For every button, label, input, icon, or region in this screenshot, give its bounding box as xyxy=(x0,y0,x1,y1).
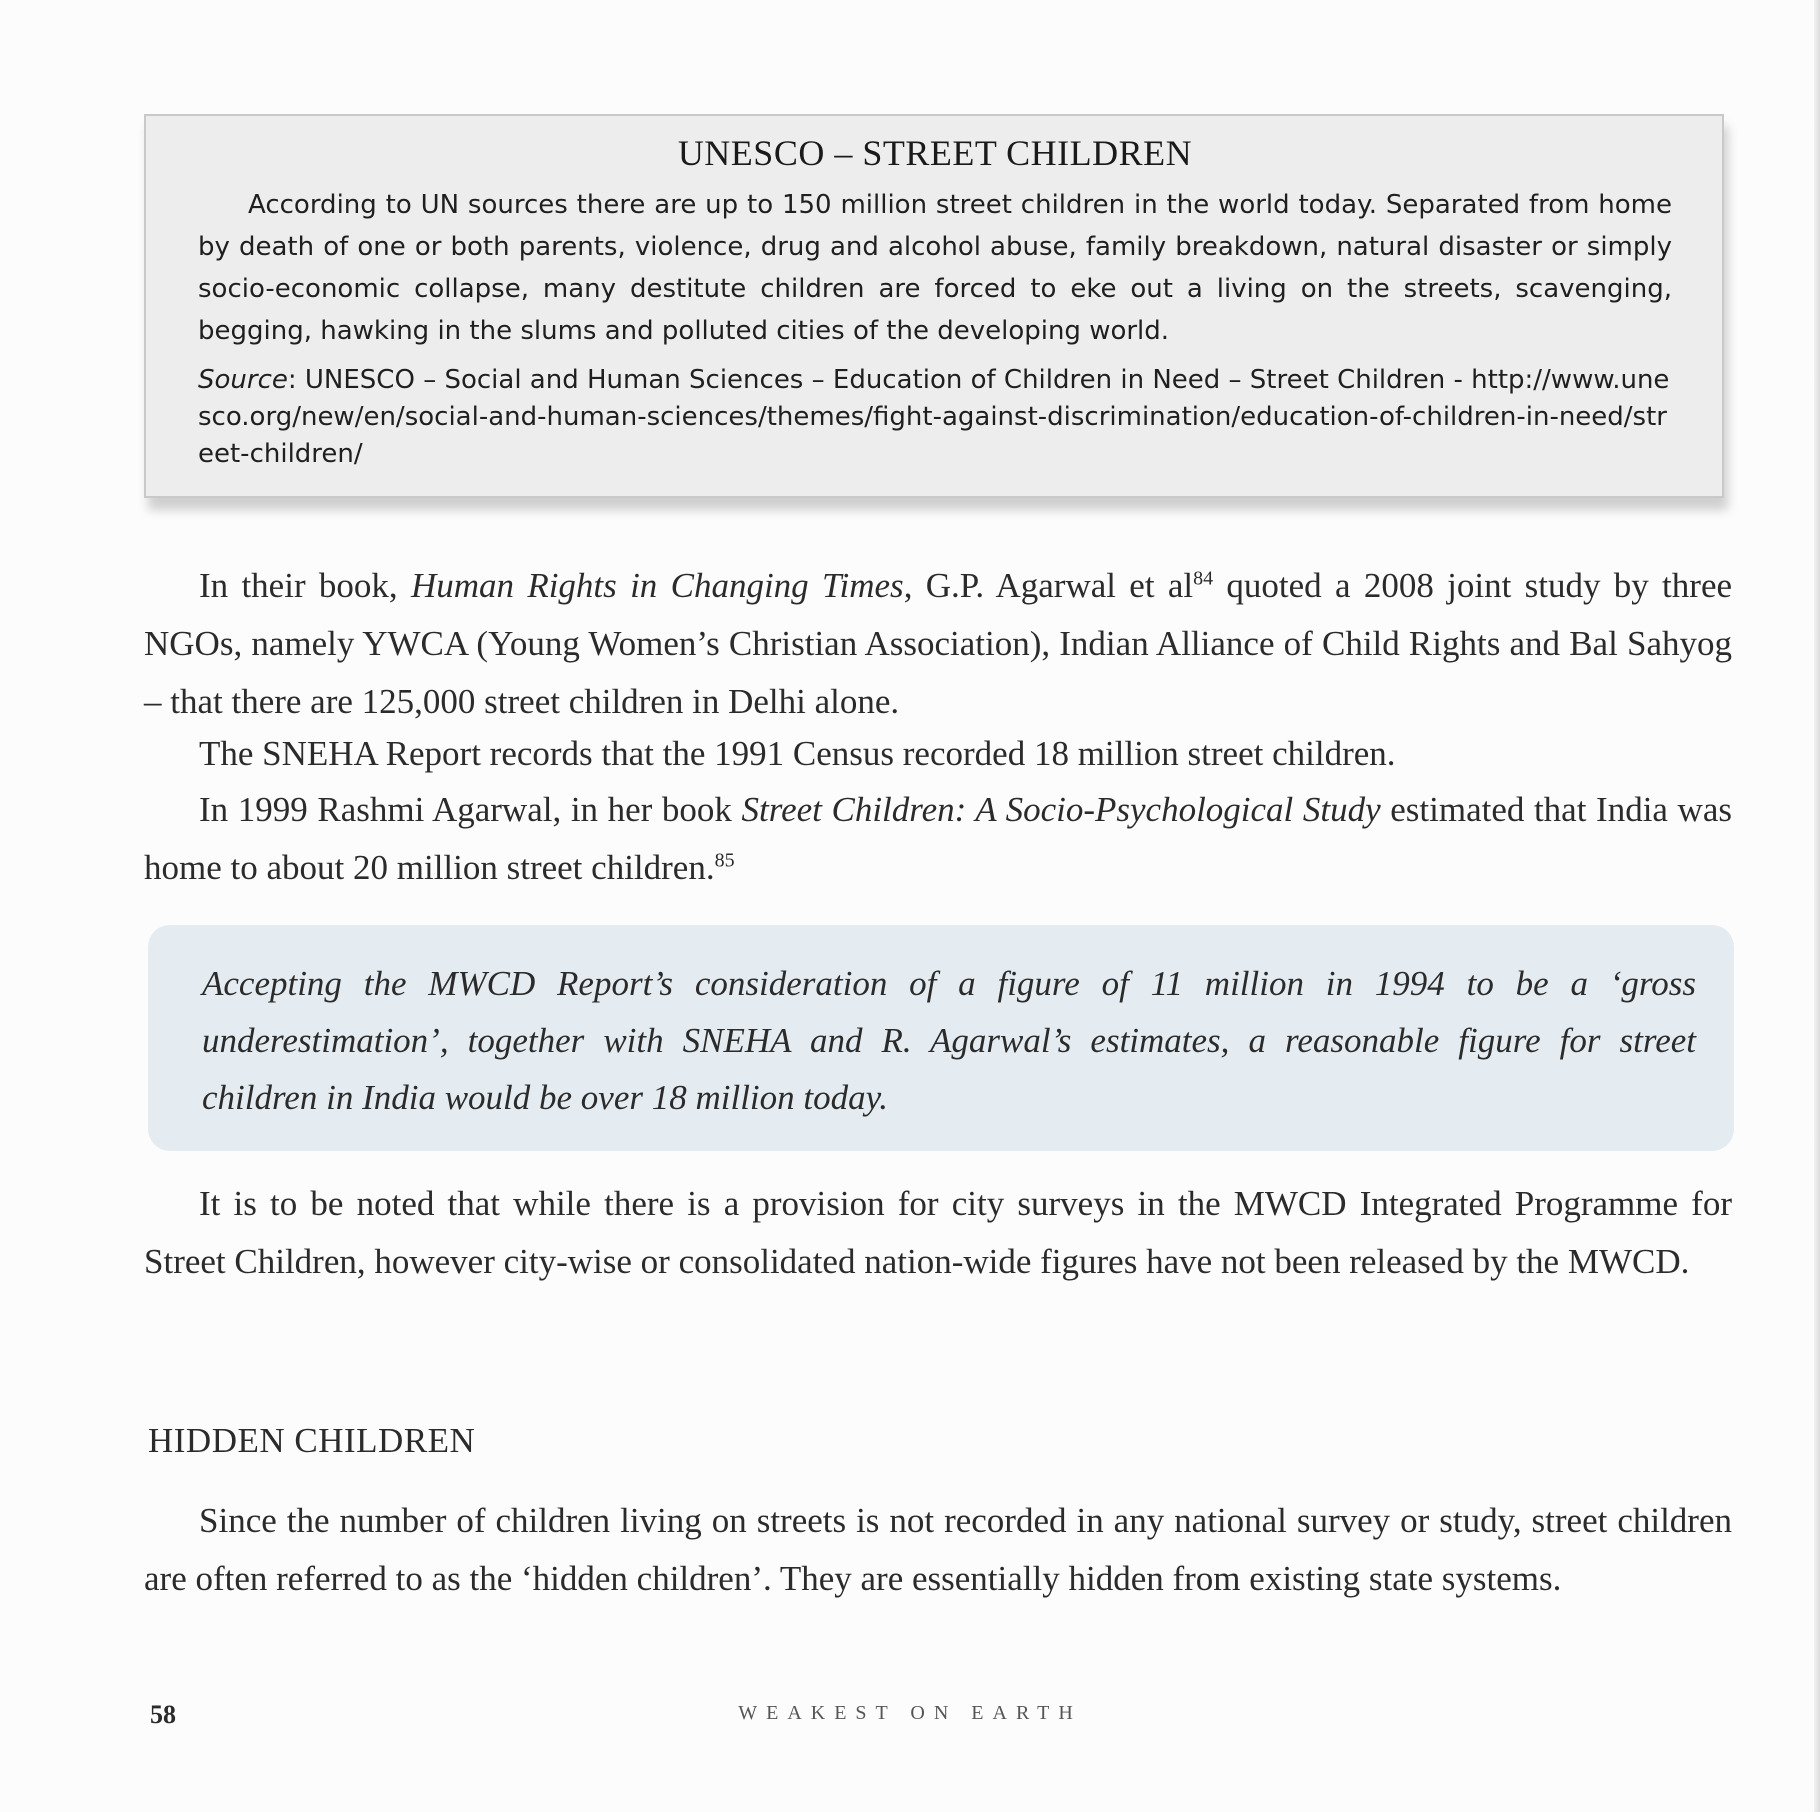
paragraph-sneha-report: The SNEHA Report records that the 1991 Census recorded 18 million street children. xyxy=(199,734,1396,773)
sidebar-title: UNESCO – STREET CHILDREN xyxy=(677,133,1193,173)
paragraph-rashmi-agarwal xyxy=(144,781,1732,897)
sidebar-source xyxy=(198,362,1672,473)
running-footer-title: WEAKEST ON EARTH xyxy=(738,1702,1082,1724)
unesco-sidebar-box xyxy=(144,114,1724,498)
para1-text-c: quoted a 2008 joint study by three NGOs, namely YWCA (Young Women’s Christian Association), Indian Alliance of Child Rights and Bal Sahyog – that there are 125,000 street children in Delhi alone. xyxy=(144,566,1733,721)
para3-text-a: In 1999 Rashmi Agarwal, in her book xyxy=(199,790,742,829)
highlight-callout xyxy=(148,925,1734,1151)
footnote-ref-84: 84 xyxy=(1193,567,1214,590)
book-title-human-rights: Human Rights in Changing Times xyxy=(410,566,904,605)
para1-text-a: In their book, xyxy=(199,566,411,605)
page-edge-shadow xyxy=(1814,0,1820,1812)
callout-text: Accepting the MWCD Report’s consideration of a figure of 11 million in 1994 to be a ‘gross underestimation’, together with SNEHA and R. Agarwal’s estimates, a reasonable figure for street children in India would be over 18 million today. xyxy=(202,964,1696,1117)
book-title-street-children: Street Children: A Socio-Psychological Study xyxy=(741,790,1381,829)
source-citation: : UNESCO – Social and Human Sciences – Education of Children in Need – Street Children - http://www.unesco.org/new/en/social-and-human-sciences/themes/fight-against-discrimination/education-of-children-in-need/street-children/ xyxy=(198,365,1670,469)
footnote-ref-85: 85 xyxy=(714,849,735,872)
para3-text-b: estimated that India was home to about 20 million street children. xyxy=(144,790,1732,887)
paragraph-hidden-children: Since the number of children living on streets is not recorded in any national survey or study, street children are often referred to as the ‘hidden children’. They are essentially hidden from existing state systems. xyxy=(144,1501,1732,1598)
paragraph-agarwal-study xyxy=(144,557,1732,731)
page-number: 58 xyxy=(150,1700,176,1729)
para1-text-b: , G.P. Agarwal et al xyxy=(903,566,1194,605)
section-heading-hidden-children: HIDDEN CHILDREN xyxy=(148,1421,476,1460)
paragraph-mwcd-note: It is to be noted that while there is a provision for city surveys in the MWCD Integrated Programme for Street Children, however city-wise or consolidated nation-wide figures have not been released by the MWCD. xyxy=(144,1184,1732,1281)
sidebar-text: According to UN sources there are up to 150 million street children in the world today. Separated from home by death of one or both parents, violence, drug and alcohol abuse, family breakdown, natural disaster or simply socio-economic collapse, many destitute children are forced to eke out a living on the streets, scavenging, begging, hawking in the slums and polluted cities of the developing world. xyxy=(198,190,1672,346)
source-label: Source xyxy=(198,365,288,395)
